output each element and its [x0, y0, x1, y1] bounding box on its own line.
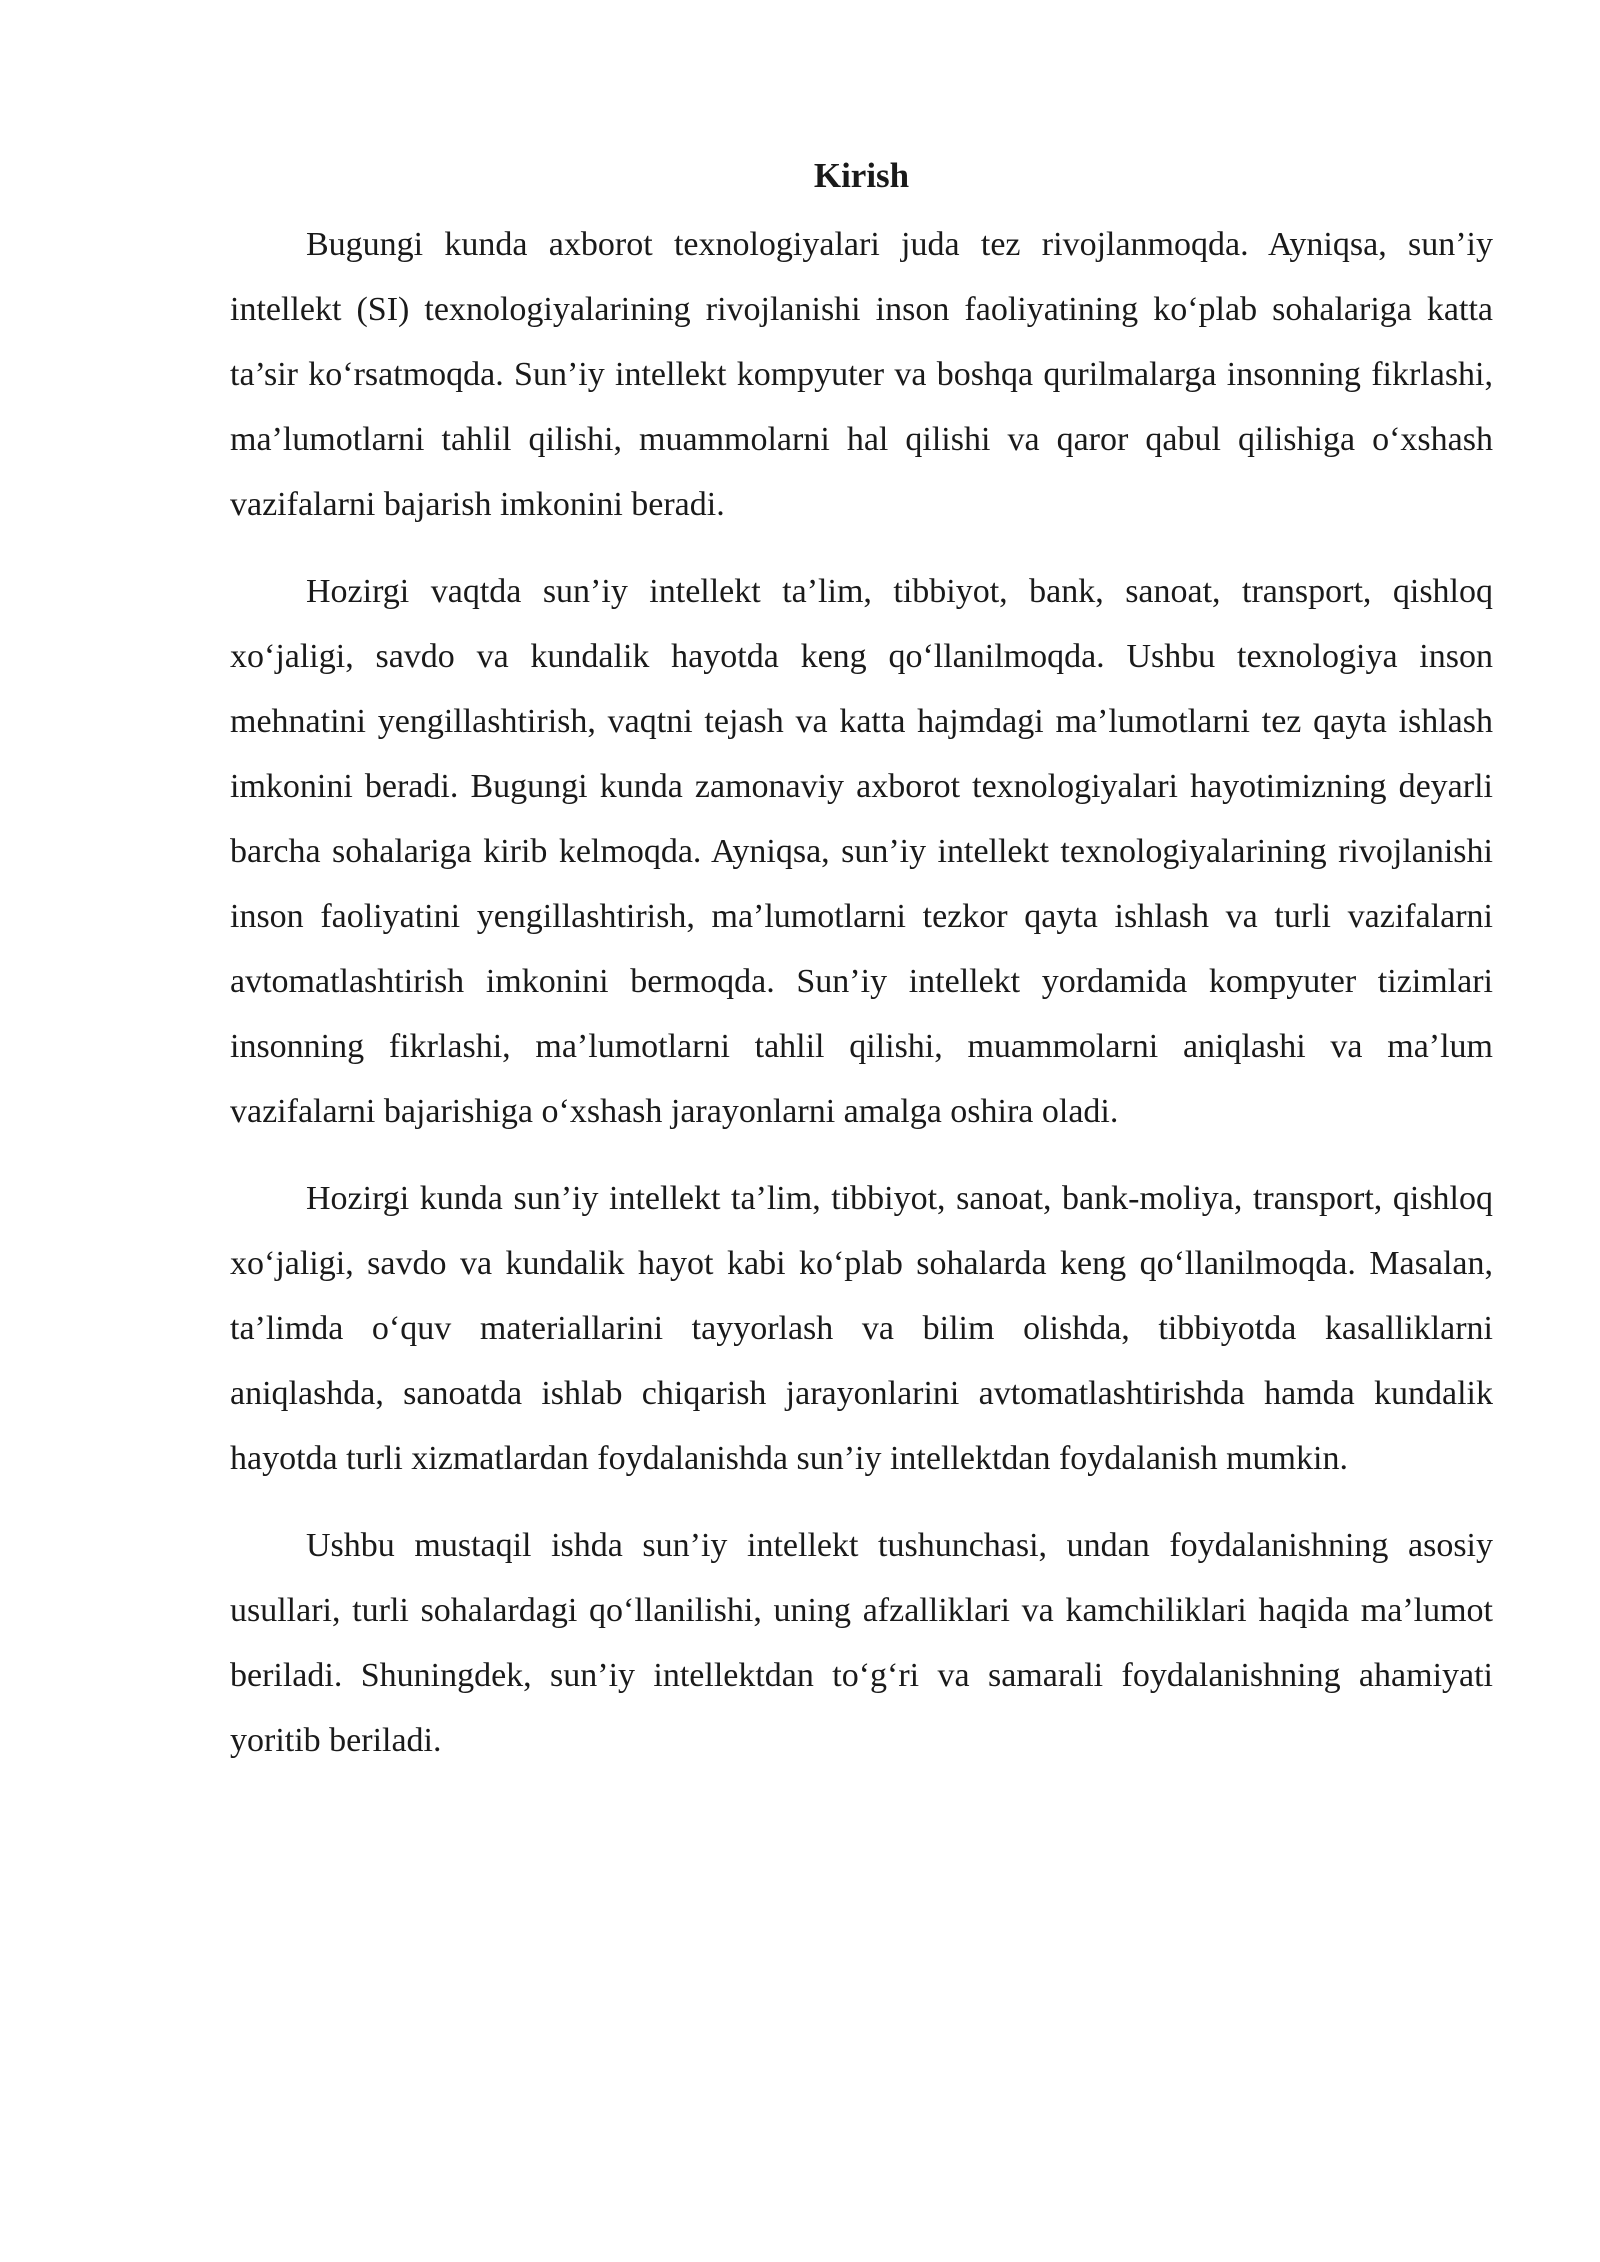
- paragraph-4: Ushbu mustaqil ishda sun’iy intellekt tushunchasi, undan foydalanishning asosiy usullari, turli sohalardagi qo‘llanilishi, uning afzalliklari va kamchiliklari haqida ma’lumot beriladi. Shuningdek, sun’iy intellektdan to‘g‘ri va samarali foydalanishning ahamiyati yoritib beriladi.: [230, 1527, 1493, 1759]
- paragraph-3: Hozirgi kunda sun’iy intellekt ta’lim, tibbiyot, sanoat, bank-moliya, transport, qishloq xo‘jaligi, savdo va kundalik hayot kabi ko‘plab sohalarda keng qo‘llanilmoqda. Masalan, ta’limda o‘quv materiallarini tayyorlash va bilim olishda, tibbiyotda kasalliklarni aniqlashda, sanoatda ishlab chiqarish jarayonlarini avtomatlashtirishda hamda kundalik hayotda turli xizmatlardan foydalanishda sun’iy intellektdan foydalanish mumkin.: [230, 1180, 1493, 1477]
- page-title: Kirish: [813, 156, 910, 195]
- paragraph-2: Hozirgi vaqtda sun’iy intellekt ta’lim, tibbiyot, bank, sanoat, transport, qishloq xo‘jaligi, savdo va kundalik hayotda keng qo‘llanilmoqda. Ushbu texnologiya inson mehnatini yengillashtirish, vaqtni tejash va katta hajmdagi ma’lumotlarni tez qayta ishlash imkonini beradi. Bugungi kunda zamonaviy axborot texnologiyalari hayotimizning deyarli barcha sohalariga kirib kelmoqda. Ayniqsa, sun’iy intellekt texnologiyalarining rivojlanishi inson faoliyatini yengillashtirish, ma’lumotlarni tezkor qayta ishlash va turli vazifalarni avtomatlashtirish imkonini bermoqda. Sun’iy intellekt yordamida kompyuter tizimlari insonning fikrlashi, ma’lumotlarni tahlil qilishi, muammolarni aniqlashi va ma’lum vazifalarni bajarishiga o‘xshash jarayonlarni amalga oshira oladi.: [230, 573, 1493, 1130]
- paragraph-1: Bugungi kunda axborot texnologiyalari juda tez rivojlanmoqda. Ayniqsa, sun’iy intellekt (SI) texnologiyalarining rivojlanishi inson faoliyatining ko‘plab sohalariga katta ta’sir ko‘rsatmoqda. Sun’iy intellekt kompyuter va boshqa qurilmalarga insonning fikrlashi, ma’lumotlarni tahlil qilishi, muammolarni hal qilishi va qaror qabul qilishiga o‘xshash vazifalarni bajarish imkonini beradi.: [230, 226, 1493, 523]
